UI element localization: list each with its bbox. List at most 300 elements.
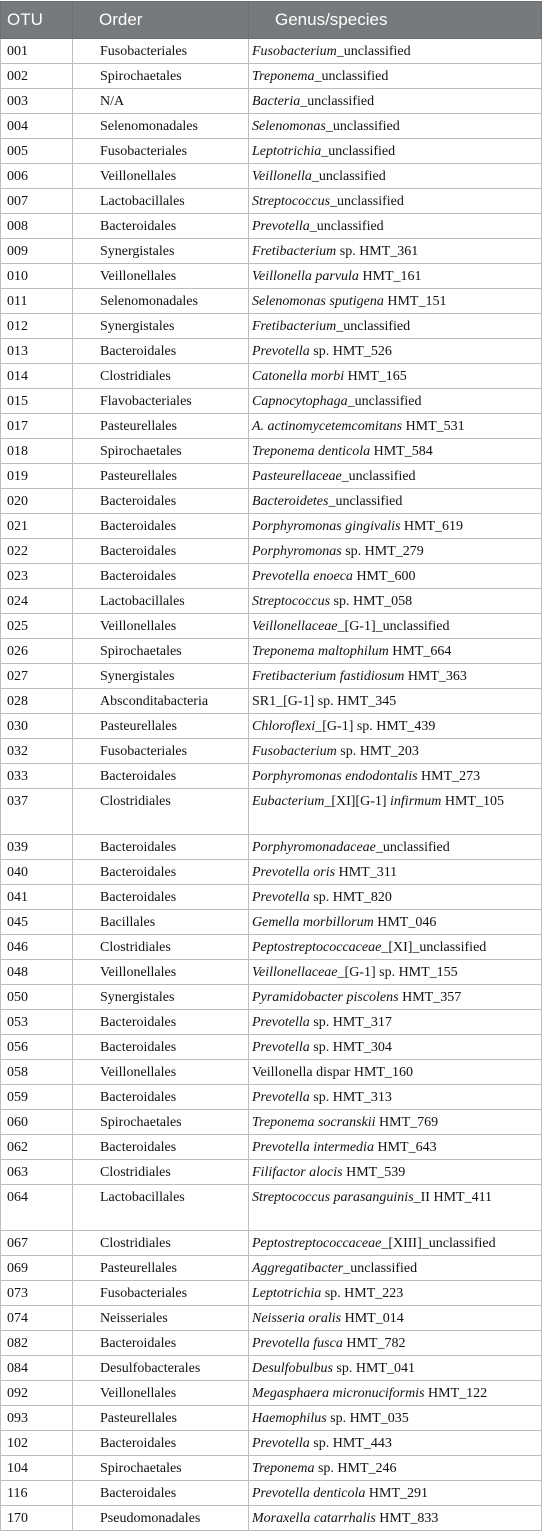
genus-species-cell [249, 139, 542, 164]
order-cell: Flavobacteriales [73, 389, 249, 414]
order-cell: Desulfobacterales [73, 1356, 249, 1381]
table-row [1, 689, 542, 714]
order-cell: Pasteurellales [73, 414, 249, 439]
genus-italic-text: Treponema denticola [252, 444, 371, 459]
genus-italic-text: Prevotella [252, 1040, 310, 1055]
order-cell: Selenomonadales [73, 114, 249, 139]
genus-text: HMT_769 [375, 1115, 439, 1130]
otu-cell: 010 [1, 264, 73, 289]
genus-italic-text: Prevotella intermedia [252, 1140, 374, 1155]
genus-text: _unclassified [375, 840, 450, 855]
genus-italic-text: Veillonellaceae [252, 619, 338, 634]
genus-italic-text: Bacteria [252, 94, 301, 109]
otu-cell: 082 [1, 1331, 73, 1356]
otu-cell: 006 [1, 164, 73, 189]
table-row [1, 639, 542, 664]
table-row [1, 935, 542, 960]
otu-cell: 007 [1, 189, 73, 214]
genus-text: sp. HMT_279 [341, 544, 424, 559]
order-cell: Bacteroidales [73, 1431, 249, 1456]
otu-cell: 056 [1, 1035, 73, 1060]
genus-text: HMT_151 [383, 294, 447, 309]
genus-species-cell [249, 1256, 542, 1281]
otu-cell: 008 [1, 214, 73, 239]
otu-cell: 053 [1, 1010, 73, 1035]
genus-species-cell [249, 1160, 542, 1185]
genus-italic-text: Veillonella [252, 169, 312, 184]
genus-species-cell [249, 39, 542, 64]
order-cell: Bacteroidales [73, 860, 249, 885]
otu-cell: 027 [1, 664, 73, 689]
otu-cell: 084 [1, 1356, 73, 1381]
table-row [1, 1356, 542, 1381]
genus-species-cell [249, 910, 542, 935]
genus-italic-text: Prevotella denticola [252, 1486, 366, 1501]
genus-text: _[XI]_unclassified [381, 940, 487, 955]
otu-cell: 030 [1, 714, 73, 739]
order-cell: Bacteroidales [73, 1481, 249, 1506]
order-cell: Neisseriales [73, 1306, 249, 1331]
genus-text: _unclassified [321, 144, 396, 159]
table-row [1, 835, 542, 860]
genus-italic-text: Prevotella [252, 1090, 310, 1105]
table-row [1, 885, 542, 910]
genus-italic-text: Capnocytophaga [252, 394, 348, 409]
genus-species-cell [249, 214, 542, 239]
otu-cell: 018 [1, 439, 73, 464]
otu-cell: 023 [1, 564, 73, 589]
genus-italic-text: Prevotella [252, 219, 310, 234]
otu-cell: 019 [1, 464, 73, 489]
genus-italic-text: infirmum [390, 794, 442, 809]
genus-species-cell [249, 539, 542, 564]
genus-text: _unclassified [336, 319, 411, 334]
genus-text: Veillonella dispar HMT_160 [252, 1065, 413, 1080]
otu-cell: 092 [1, 1381, 73, 1406]
genus-text: HMT_273 [417, 769, 481, 784]
otu-cell: 021 [1, 514, 73, 539]
table-row [1, 1431, 542, 1456]
table-row [1, 264, 542, 289]
order-cell: Fusobacteriales [73, 39, 249, 64]
order-cell: Lactobacillales [73, 589, 249, 614]
order-cell: Bacteroidales [73, 1085, 249, 1110]
order-cell: Bacteroidales [73, 1135, 249, 1160]
table-row [1, 1506, 542, 1531]
genus-species-cell [249, 985, 542, 1010]
table-row [1, 1085, 542, 1110]
order-cell: Pasteurellales [73, 464, 249, 489]
table-body [1, 39, 542, 1531]
genus-italic-text: Fretibacterium [252, 319, 337, 334]
genus-text: _unclassified [341, 469, 416, 484]
order-cell: Clostridiales [73, 789, 249, 835]
otu-cell: 048 [1, 960, 73, 985]
table-row [1, 589, 542, 614]
table-row [1, 1160, 542, 1185]
genus-text: HMT_161 [358, 269, 422, 284]
genus-text: _unclassified [328, 494, 403, 509]
otu-cell: 020 [1, 489, 73, 514]
genus-species-cell [249, 564, 542, 589]
genus-text: HMT_531 [402, 419, 465, 434]
otu-cell: 060 [1, 1110, 73, 1135]
header-otu: OTU [1, 2, 73, 39]
otu-cell: 074 [1, 1306, 73, 1331]
table-row [1, 464, 542, 489]
genus-species-cell [249, 1456, 542, 1481]
order-cell: Pasteurellales [73, 714, 249, 739]
genus-text: _[XI][G-1] [324, 794, 391, 809]
genus-italic-text: Porphyromonas [252, 544, 342, 559]
table-row [1, 564, 542, 589]
order-cell: Fusobacteriales [73, 1281, 249, 1306]
order-cell: Bacteroidales [73, 1010, 249, 1035]
genus-species-cell [249, 489, 542, 514]
order-cell: Selenomonadales [73, 289, 249, 314]
genus-italic-text: Peptostreptococcaceae [252, 940, 382, 955]
order-cell: N/A [73, 89, 249, 114]
genus-species-cell [249, 714, 542, 739]
genus-species-cell [249, 289, 542, 314]
genus-text: sp. HMT_361 [336, 244, 419, 259]
genus-italic-text: Selenomonas sputigena [252, 294, 384, 309]
genus-italic-text: Treponema maltophilum [252, 644, 389, 659]
genus-text: HMT_122 [424, 1386, 488, 1401]
order-cell: Lactobacillales [73, 189, 249, 214]
genus-text: _[G-1] sp. HMT_439 [315, 719, 436, 734]
table-row [1, 164, 542, 189]
order-cell: Spirochaetales [73, 1110, 249, 1135]
table-row [1, 489, 542, 514]
genus-text: _unclassified [314, 69, 389, 84]
order-cell: Synergistales [73, 239, 249, 264]
otu-cell: 037 [1, 789, 73, 835]
otu-cell: 064 [1, 1185, 73, 1231]
order-cell: Pseudomonadales [73, 1506, 249, 1531]
genus-species-cell [249, 935, 542, 960]
genus-italic-text: Streptococcus [252, 594, 331, 609]
genus-species-cell [249, 1281, 542, 1306]
genus-italic-text: Leptotrichia [252, 1286, 322, 1301]
table-row [1, 439, 542, 464]
genus-italic-text: Veillonella parvula [252, 269, 359, 284]
otu-cell: 003 [1, 89, 73, 114]
otu-table [0, 1, 542, 1531]
table-row [1, 664, 542, 689]
order-cell: Bacteroidales [73, 764, 249, 789]
order-cell: Clostridiales [73, 364, 249, 389]
table-row [1, 1135, 542, 1160]
genus-species-cell [249, 1306, 542, 1331]
genus-italic-text: Prevotella [252, 344, 310, 359]
genus-italic-text: Treponema [252, 69, 315, 84]
order-cell: Synergistales [73, 314, 249, 339]
table-header [1, 2, 542, 39]
genus-species-cell [249, 739, 542, 764]
genus-italic-text: Prevotella enoeca [252, 569, 353, 584]
genus-text: _unclassified [309, 219, 384, 234]
otu-cell: 041 [1, 885, 73, 910]
genus-italic-text: Prevotella oris [252, 865, 336, 880]
otu-cell: 073 [1, 1281, 73, 1306]
genus-text: HMT_291 [365, 1486, 429, 1501]
order-cell: Lactobacillales [73, 1185, 249, 1231]
table-row [1, 1231, 542, 1256]
order-cell: Bacteroidales [73, 885, 249, 910]
genus-species-cell [249, 614, 542, 639]
otu-cell: 032 [1, 739, 73, 764]
genus-text: HMT_165 [344, 369, 407, 384]
genus-text: _unclassified [311, 169, 386, 184]
order-cell: Pasteurellales [73, 1406, 249, 1431]
genus-species-cell [249, 1010, 542, 1035]
genus-italic-text: Fretibacterium fastidiosum [252, 669, 405, 684]
genus-text: sp. HMT_203 [336, 744, 419, 759]
otu-cell: 015 [1, 389, 73, 414]
genus-italic-text: Pyramidobacter piscolens [252, 990, 399, 1005]
otu-cell: 012 [1, 314, 73, 339]
genus-text: HMT_782 [342, 1336, 406, 1351]
otu-cell: 069 [1, 1256, 73, 1281]
table-row [1, 1381, 542, 1406]
otu-cell: 059 [1, 1085, 73, 1110]
genus-italic-text: Prevotella fusca [252, 1336, 343, 1351]
genus-text: _unclassified [300, 94, 375, 109]
order-cell: Spirochaetales [73, 639, 249, 664]
genus-species-cell [249, 1331, 542, 1356]
genus-italic-text: Prevotella [252, 1436, 310, 1451]
order-cell: Absconditabacteria [73, 689, 249, 714]
genus-italic-text: Selenomonas [252, 119, 326, 134]
genus-species-cell [249, 89, 542, 114]
otu-cell: 058 [1, 1060, 73, 1085]
table-row [1, 339, 542, 364]
table-row [1, 389, 542, 414]
otu-cell: 062 [1, 1135, 73, 1160]
genus-species-cell [249, 1135, 542, 1160]
order-cell: Pasteurellales [73, 1256, 249, 1281]
genus-italic-text: Catonella morbi [252, 369, 345, 384]
genus-species-cell [249, 885, 542, 910]
genus-text: _[XIII]_unclassified [381, 1236, 496, 1251]
order-cell: Veillonellales [73, 164, 249, 189]
genus-species-cell [249, 64, 542, 89]
order-cell: Veillonellales [73, 264, 249, 289]
genus-italic-text: Treponema [252, 1461, 315, 1476]
order-cell: Bacteroidales [73, 835, 249, 860]
order-cell: Bacteroidales [73, 339, 249, 364]
genus-text: HMT_619 [400, 519, 464, 534]
genus-text: HMT_600 [352, 569, 416, 584]
table-row [1, 1185, 542, 1231]
otu-cell: 102 [1, 1431, 73, 1456]
genus-text: HMT_311 [335, 865, 398, 880]
otu-cell: 014 [1, 364, 73, 389]
genus-species-cell [249, 1110, 542, 1135]
genus-text: HMT_363 [404, 669, 467, 684]
table-row [1, 910, 542, 935]
genus-italic-text: Prevotella [252, 1015, 310, 1030]
genus-italic-text: Bacteroidetes [252, 494, 329, 509]
otu-cell: 093 [1, 1406, 73, 1431]
genus-species-cell [249, 464, 542, 489]
table-row [1, 1035, 542, 1060]
otu-cell: 011 [1, 289, 73, 314]
table-row [1, 739, 542, 764]
genus-species-cell [249, 314, 542, 339]
genus-text: _unclassified [343, 1261, 418, 1276]
genus-species-cell [249, 514, 542, 539]
order-cell: Bacteroidales [73, 214, 249, 239]
header-order: Order [73, 2, 249, 39]
otu-cell: 116 [1, 1481, 73, 1506]
genus-text: _[G-1] sp. HMT_155 [337, 965, 458, 980]
order-cell: Spirochaetales [73, 439, 249, 464]
table-row [1, 1110, 542, 1135]
table-row [1, 985, 542, 1010]
genus-species-cell [249, 164, 542, 189]
genus-italic-text: Porphyromonas endodontalis [252, 769, 418, 784]
table-row [1, 289, 542, 314]
genus-italic-text: Desulfobulbus [252, 1361, 333, 1376]
genus-species-cell [249, 589, 542, 614]
genus-text: _unclassified [336, 44, 411, 59]
table-row [1, 1331, 542, 1356]
genus-species-cell [249, 960, 542, 985]
order-cell: Veillonellales [73, 1381, 249, 1406]
genus-text: HMT_584 [370, 444, 433, 459]
table-row [1, 64, 542, 89]
genus-text: _II HMT_411 [413, 1190, 493, 1205]
genus-italic-text: Streptococcus parasanguinis [252, 1190, 414, 1205]
genus-text: sp. HMT_443 [309, 1436, 392, 1451]
order-cell: Bacteroidales [73, 564, 249, 589]
genus-text: HMT_014 [341, 1311, 404, 1326]
table-row [1, 614, 542, 639]
table-row [1, 1010, 542, 1035]
table-row [1, 314, 542, 339]
table-row [1, 39, 542, 64]
order-cell: Spirochaetales [73, 64, 249, 89]
genus-italic-text: Fretibacterium [252, 244, 337, 259]
genus-species-cell [249, 1506, 542, 1531]
table-row [1, 139, 542, 164]
genus-species-cell [249, 439, 542, 464]
genus-text: HMT_357 [398, 990, 462, 1005]
table-row [1, 89, 542, 114]
otu-cell: 033 [1, 764, 73, 789]
order-cell: Veillonellales [73, 960, 249, 985]
otu-cell: 050 [1, 985, 73, 1010]
genus-text: sp. HMT_041 [332, 1361, 415, 1376]
genus-text: HMT_046 [373, 915, 437, 930]
genus-italic-text: Treponema socranskii [252, 1115, 376, 1130]
genus-species-cell [249, 1431, 542, 1456]
genus-italic-text: Peptostreptococcaceae [252, 1236, 382, 1251]
table-row [1, 1481, 542, 1506]
genus-text: HMT_539 [342, 1165, 406, 1180]
otu-cell: 005 [1, 139, 73, 164]
table-row [1, 514, 542, 539]
order-cell: Clostridiales [73, 935, 249, 960]
genus-text: sp. HMT_820 [309, 890, 392, 905]
genus-species-cell [249, 389, 542, 414]
genus-text: sp. HMT_246 [314, 1461, 397, 1476]
genus-italic-text: Porphyromonas gingivalis [252, 519, 401, 534]
otu-cell: 104 [1, 1456, 73, 1481]
order-cell: Clostridiales [73, 1160, 249, 1185]
order-cell: Spirochaetales [73, 1456, 249, 1481]
genus-species-cell [249, 1231, 542, 1256]
table-row [1, 1456, 542, 1481]
genus-text: sp. HMT_317 [309, 1015, 392, 1030]
genus-italic-text: Aggregatibacter [252, 1261, 344, 1276]
genus-italic-text: Streptococcus [252, 194, 331, 209]
table-row [1, 189, 542, 214]
genus-species-cell [249, 1406, 542, 1431]
genus-italic-text: Neisseria oralis [252, 1311, 342, 1326]
order-cell: Fusobacteriales [73, 139, 249, 164]
genus-species-cell [249, 1185, 542, 1231]
genus-italic-text: Fusobacterium [252, 44, 337, 59]
order-cell: Bacteroidales [73, 1035, 249, 1060]
otu-cell: 024 [1, 589, 73, 614]
genus-species-cell [249, 1381, 542, 1406]
table-row [1, 364, 542, 389]
otu-cell: 046 [1, 935, 73, 960]
genus-species-cell [249, 789, 542, 835]
order-cell: Fusobacteriales [73, 739, 249, 764]
table-row [1, 789, 542, 835]
otu-cell: 067 [1, 1231, 73, 1256]
genus-italic-text: Fusobacterium [252, 744, 337, 759]
otu-cell: 001 [1, 39, 73, 64]
table-row [1, 714, 542, 739]
genus-italic-text: Chloroflexi [252, 719, 316, 734]
table-row [1, 1306, 542, 1331]
genus-text: HMT_643 [373, 1140, 437, 1155]
genus-species-cell [249, 364, 542, 389]
genus-text: sp. HMT_313 [309, 1090, 392, 1105]
genus-species-cell [249, 189, 542, 214]
table-row [1, 239, 542, 264]
genus-species-cell [249, 1060, 542, 1085]
genus-text: HMT_105 [441, 794, 504, 809]
genus-text: _unclassified [347, 394, 422, 409]
genus-text: sp. HMT_304 [309, 1040, 392, 1055]
table-row [1, 960, 542, 985]
otu-cell: 004 [1, 114, 73, 139]
genus-italic-text: Veillonellaceae [252, 965, 338, 980]
genus-species-cell [249, 1035, 542, 1060]
genus-text: _unclassified [330, 194, 404, 209]
otu-cell: 002 [1, 64, 73, 89]
table-row [1, 414, 542, 439]
genus-species-cell [249, 689, 542, 714]
order-cell: Bacteroidales [73, 489, 249, 514]
genus-italic-text: Moraxella catarrhalis [252, 1511, 376, 1526]
genus-text: sp. HMT_035 [326, 1411, 409, 1426]
order-cell: Bacillales [73, 910, 249, 935]
genus-italic-text: Prevotella [252, 890, 310, 905]
genus-text: HMT_664 [388, 644, 452, 659]
genus-species-cell [249, 1481, 542, 1506]
table-row [1, 114, 542, 139]
order-cell: Synergistales [73, 664, 249, 689]
order-cell: Synergistales [73, 985, 249, 1010]
otu-cell: 039 [1, 835, 73, 860]
